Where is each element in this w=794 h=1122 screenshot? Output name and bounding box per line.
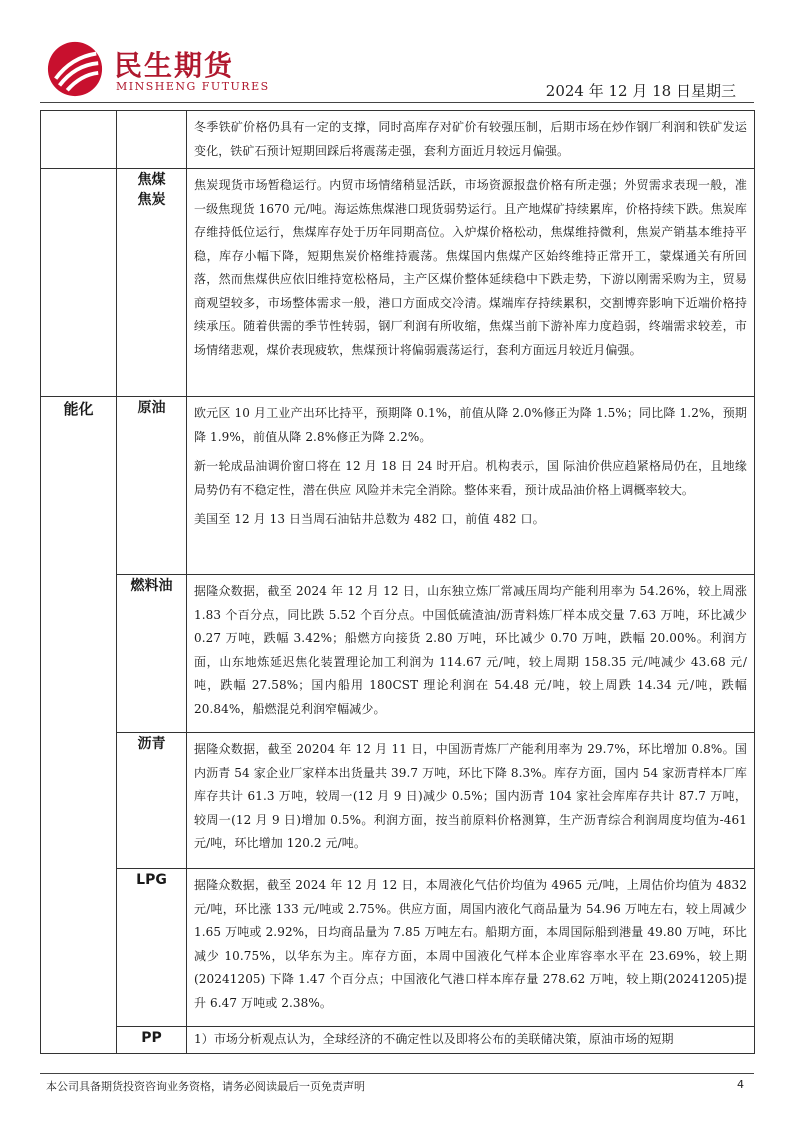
product-label-coking: 焦煤 焦炭 — [117, 169, 187, 397]
category-cell-empty — [41, 169, 117, 397]
table-row-coking-coal — [41, 169, 755, 397]
table-row-pp — [41, 1027, 755, 1054]
pp-text: 1）市场分析观点认为，全球经济的不确定性以及即将公布的美联储决策，原油市场的短期 — [187, 1027, 755, 1054]
category-cell-empty — [41, 111, 117, 169]
lpg-text: 据隆众数据，截至 2024 年 12 月 12 日，本周液化气估价均值为 4965 元/吨，上周估价均值为 4832 元/吨，环比涨 133 元/吨或 2.75%。供应方面，周国内液化气商品量为 54.96 万吨左右，较上周减少 1.65 万吨或 2.92%，日均商品量为 7.85 万吨左右。船期方面，本周国际船到港量 49.80 万吨，环比减少 10.75%，以华东为主。库存方面，本周中国液化气样本企业库容率水平在 23.69%，较上期 (20241205) 下降 1.47 个百分点；中国液化气港口样本库存量 278.62 万吨，较上期(20241205)提升 6.47 万吨或 2.38%。 — [187, 869, 755, 1027]
table-row-fuel-oil — [41, 575, 755, 733]
table-row-iron-ore — [41, 111, 755, 169]
minsheng-logo-icon — [46, 40, 104, 98]
category-energy: 能化 — [41, 397, 117, 1054]
table-row-crude-oil — [41, 397, 755, 575]
product-label-fuel-oil: 燃料油 — [117, 575, 187, 733]
page-header — [0, 0, 794, 104]
brand-name-en: MINSHENG FUTURES — [116, 80, 270, 93]
footer-disclaimer: 本公司具备期货投资咨询业务资格，请务必阅读最后一页免责声明 — [46, 1080, 365, 1093]
brand-name-cn: 民生期货 — [114, 49, 235, 82]
asphalt-text: 据隆众数据，截至 20204 年 12 月 11 日，中国沥青炼厂产能利用率为 29.7%，环比增加 0.8%。国内沥青 54 家企业厂家样本出货量共 39.7 万吨，环比下降 8.3%。库存方面，国内 54 家沥青样本厂库库存共计 61.3 万吨，较周一(12 月 9 日)减少 0.5%；国内沥青 104 家社会库库存共计 87.7 万吨，较周一(12 月 9 日)增加 0.5%。利润方面，按当前原料价格测算，生产沥青综合利润周度均值为-461 元/吨，环比增加 120.2 元/吨。 — [187, 733, 755, 869]
product-cell-empty — [117, 111, 187, 169]
table-row-lpg — [41, 869, 755, 1027]
commodity-analysis-table — [40, 110, 755, 1054]
fuel-oil-text: 据隆众数据，截至 2024 年 12 月 12 日，山东独立炼厂常减压周均产能利用率为 54.26%，较上周涨 1.83 个百分点，同比跌 5.52 个百分点。中国低硫渣油/沥青料炼厂样本成交量 7.63 万吨，环比减少 0.27 万吨，跌幅 3.42%；船燃方向接货 2.80 万吨，环比减少 0.70 万吨，跌幅 20.00%。利润方面，山东地炼延迟焦化装置理论加工利润为 114.67 元/吨，较上周期 158.35 元/吨减少 43.68 元/吨，跌幅 27.58%；国内船用 180CST 理论利润在 54.48 元/吨，较上周跌 14.34 元/吨，跌幅 20.84%，船燃混兑利润窄幅减少。 — [187, 575, 755, 733]
iron-ore-text: 冬季铁矿价格仍具有一定的支撑，同时高库存对矿价有较强压制，后期市场在炒作钢厂利润和铁矿发运变化，铁矿石预计短期回踩后将震荡走强，套利方面近月较远月偏强。 — [187, 111, 755, 169]
page-number: 4 — [737, 1078, 744, 1091]
table-row-asphalt — [41, 733, 755, 869]
product-label-pp: PP — [117, 1027, 187, 1054]
header-divider — [40, 102, 754, 103]
crude-text: 欧元区 10 月工业产出环比持平，预期降 0.1%，前值从降 2.0%修正为降 1.5%；同比降 1.2%，预期降 1.9%，前值从降 2.8%修正为降 2.2%。 新一轮成品油调价窗口将在 12 月 18 日 24 时开启。机构表示，国 际油价供应趋紧格局仍在，且地缘局势仍有不稳定性，潜在供应 风险并未完全消除。整体来看，预计成品油价格上调概率较大。 美国至 12 月 13 日当周石油钻井总数为 482 口，前值 482 口。 — [187, 397, 755, 575]
product-label-crude: 原油 — [117, 397, 187, 575]
footer-divider — [40, 1073, 754, 1074]
report-date: 2024 年 12 月 18 日星期三 — [545, 82, 736, 100]
product-label-lpg: LPG — [117, 869, 187, 1027]
product-label-asphalt: 沥青 — [117, 733, 187, 869]
coking-text: 焦炭现货市场暂稳运行。内贸市场情绪稍显活跃，市场资源报盘价格有所走强；外贸需求表现一般，准一级焦现货 1670 元/吨。海运炼焦煤港口现货弱势运行。且产地煤矿持续累库，价格持续下跌。焦炭库存维持低位运行，焦煤库存处于历年同期高位。入炉煤价格松动，焦煤维持微利，焦炭产销基本维持平稳，库存小幅下降，短期焦炭价格维持震荡。焦煤国内焦煤产区始终维持正常开工，蒙煤通关有所回落，然而焦煤供应依旧维持宽松格局，主产区煤价整体延续稳中下跌走势，下游以刚需采购为主，贸易商观望较多，市场整体需求一般，港口方面成交冷清。煤端库存持续累积，交割博弈影响下近端价格持续承压。随着供需的季节性转弱，钢厂利润有所收缩，焦煤当前下游补库力度趋弱，终端需求较差，市场情绪悲观，煤价表现疲软，焦煤预计将偏弱震荡运行，套利方面远月较近月偏强。 — [187, 169, 755, 397]
